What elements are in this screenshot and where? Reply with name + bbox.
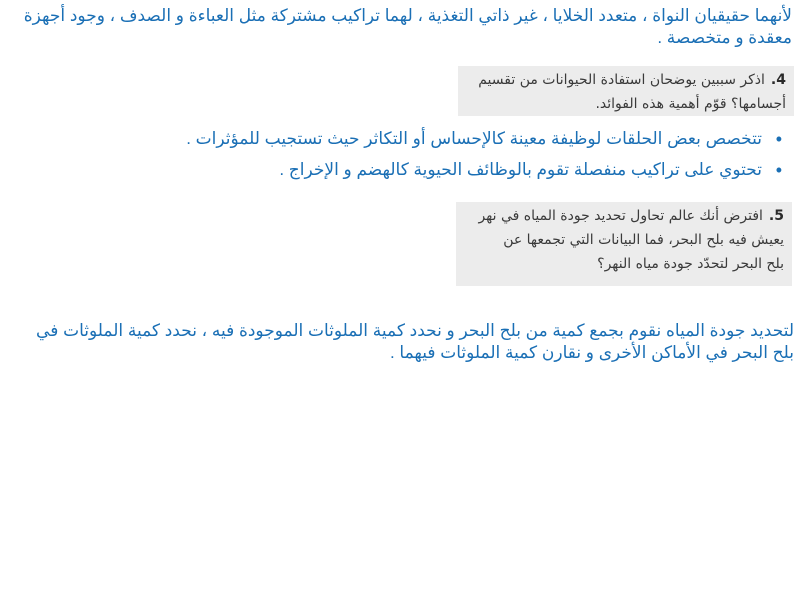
- question-4-box: [458, 66, 794, 116]
- list-item-text: تتخصص بعض الحلقات لوظيفة معينة كالإحساس أو التكاثر حيث تستجيب للمؤثرات .: [186, 129, 762, 148]
- question-5-line-2: يعيش فيه بلح البحر، فما البيانات التي تجمعها عن: [503, 232, 784, 248]
- question-4-number: 4.: [770, 72, 786, 88]
- question-4-text-1: اذكر سببين يوضحان استفادة الحيوانات من تقسيم: [478, 72, 765, 88]
- question-5-line-1: [466, 204, 784, 228]
- question-5-box: [456, 202, 792, 286]
- question-4-line-1: [468, 68, 786, 92]
- question-5-line-3: بلح البحر لتحدّد جودة مياه النهر؟: [597, 256, 784, 272]
- bullet-icon: •: [775, 129, 782, 149]
- intro-answer-text: لأنهما حقيقيان النواة ، متعدد الخلايا ، غير ذاتي التغذية ، لهما تراكيب مشتركة مثل العباءة و الصدف ، وجود أجهزة معقدة و متخصصة .: [23, 6, 792, 47]
- question-4-line-2: أجسامها؟ قوّم أهمية هذه الفوائد.: [595, 96, 786, 112]
- list-item-text: تحتوي على تراكيب منفصلة تقوم بالوظائف الحيوية كالهضم و الإخراج .: [279, 160, 762, 179]
- answer-4-list: [126, 128, 786, 190]
- list-item: [126, 128, 786, 150]
- bullet-icon: •: [775, 160, 782, 180]
- list-item: [126, 159, 786, 181]
- question-5-number: 5.: [768, 208, 784, 224]
- question-5-text-1: افترض أنك عالم تحاول تحديد جودة المياه في نهر: [478, 208, 763, 224]
- answer-5-text: لتحديد جودة المياه نقوم بجمع كمية من بلح البحر و نحدد كمية الملوثات الموجودة فيه ، نحدد كمية الملوثات في بلح البحر في الأماكن الأخرى و نقارن كمية الملوثات فيهما .: [36, 321, 794, 362]
